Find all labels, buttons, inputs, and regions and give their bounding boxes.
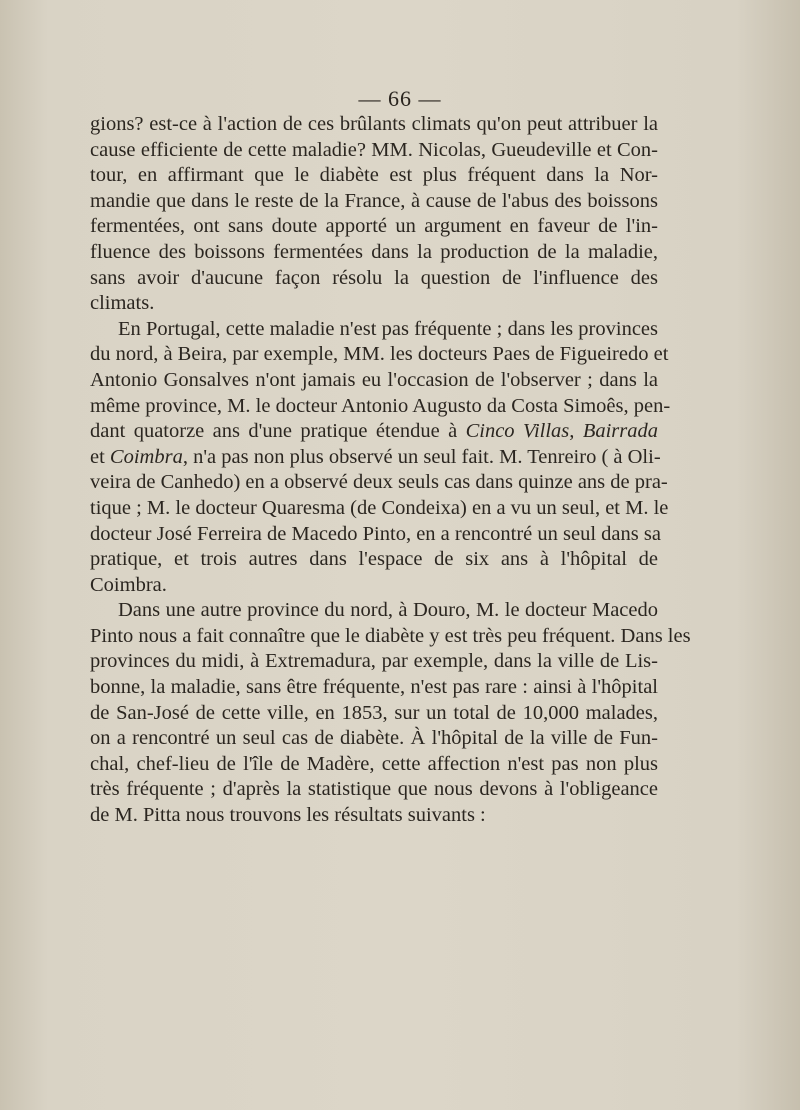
paragraph [90, 112, 658, 317]
paragraph [90, 317, 671, 599]
text-line: tour, en affirmant que le diabète est plus fréquent dans la Nor- [90, 164, 658, 187]
text-line: En Portugal, cette maladie n'est pas fréquente ; dans les provinces [118, 317, 658, 340]
text-line: Antonio Gonsalves n'ont jamais eu l'occasion de l'observer ; dans la [90, 368, 658, 391]
text-line: on a rencontré un seul cas de diabète. À l'hôpital de la ville de Fun- [90, 727, 658, 750]
paragraph [90, 598, 691, 828]
text-line: sans avoir d'aucune façon résolu la question de l'influence des [90, 266, 658, 289]
text-run: et [90, 445, 110, 468]
text-line: docteur José Ferreira de Macedo Pinto, en a rencontré un seul dans sa [90, 522, 661, 545]
text-line: Pinto nous a fait connaître que le diabète y est très peu fréquent. Dans les [90, 624, 691, 647]
text-line: de San-José de cette ville, en 1853, sur un total de 10,000 malades, [90, 701, 658, 724]
text-line: bonne, la maladie, sans être fréquente, n'est pas rare : ainsi à l'hôpital [90, 676, 658, 699]
text-line: gions? est-ce à l'action de ces brûlants climats qu'on peut attribuer la [90, 113, 658, 135]
text-line: climats. [90, 292, 155, 315]
text-line: tique ; M. le docteur Quaresma (de Condeixa) en a vu un seul, et M. le [90, 496, 669, 519]
text-line: cause efficiente de cette maladie? MM. Nicolas, Gueudeville et Con- [90, 138, 658, 161]
page-number: — 66 — [358, 86, 442, 111]
text-line: veira de Canhedo) en a observé deux seuls cas dans quinze ans de pra- [90, 471, 668, 494]
text-line: mandie que dans le reste de la France, à cause de l'abus des boissons [90, 189, 658, 212]
text-line: pratique, et trois autres dans l'espace de six ans à l'hôpital de [90, 548, 658, 571]
text-line: de M. Pitta nous trouvons les résultats suivants : [90, 804, 486, 827]
place-name-italic: Coimbra [109, 445, 183, 468]
text-line: même province, M. le docteur Antonio Augusto da Costa Simoês, pen- [90, 394, 671, 417]
text-line: fluence des boissons fermentées dans la production de la maladie, [90, 240, 658, 263]
text-line [90, 419, 658, 445]
text-line [90, 445, 661, 471]
text-line: fermentées, ont sans doute apporté un argument en faveur de l'in- [90, 215, 658, 238]
text-run: , n'a pas non plus observé un seul fait. M. Tenreiro ( à Oli- [182, 445, 661, 468]
text-line: très fréquente ; d'après la statistique que nous devons à l'obligeance [90, 778, 658, 801]
body-text [90, 112, 691, 829]
text-run: dant quatorze ans d'une pratique étendue à [90, 420, 466, 443]
text-line: Dans une autre province du nord, à Douro, M. le docteur Macedo [118, 599, 658, 622]
text-line: provinces du midi, à Extremadura, par exemple, dans la ville de Lis- [90, 650, 658, 673]
text-line: du nord, à Beira, par exemple, MM. les docteurs Paes de Figueiredo et [90, 343, 669, 366]
place-names-italic: Cinco Villas, Bairrada [465, 420, 658, 443]
text-line: chal, chef-lieu de l'île de Madère, cette affection n'est pas non plus [90, 752, 658, 775]
text-line: Coimbra. [90, 573, 167, 596]
